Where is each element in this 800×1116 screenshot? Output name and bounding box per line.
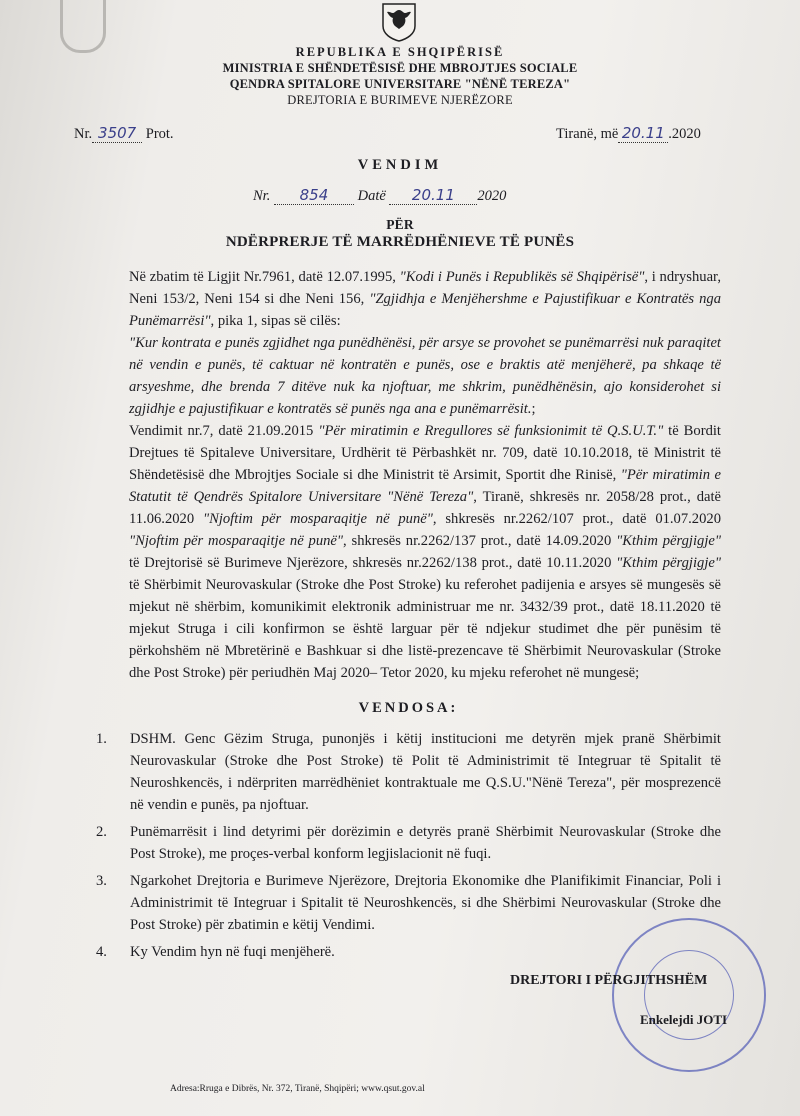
list-item [96,821,721,865]
body-text: të Bordit Drejtues të Spitaleve Universitare, Urdhërit të Përbashkët nr. 709, datë 10.10.2018, të Ministrit të Shëndetësisë dhe Mbrojtjes Sociale si dhe Ministrit të Arsimit, Sportit dhe Rinisë, [129,423,721,483]
body-text: të Shërbimit Neurovaskular (Stroke dhe Post Stroke) ku referohet padijenia e arsyes së mungesës së mjekut në shërbim, komunikimit elektronik administruar me nr. 3432/39 prot., datë 18.11.2020 të mjekut Struga i cili konfirmon se është larguar për të ndjekur studimet dhe për punësim të përkohshëm në Mbretërinë e Bashkuar si dhe listë-prezencave të Shërbimit Neurovaskular (Stroke dhe Post Stroke) për periudhën Maj 2020– Tetor 2020, ku mjeku referohet në mungesë; [129,577,721,681]
item-number: 2. [96,824,107,840]
italic-citation: "Kthim përgjigje" [616,533,721,549]
body-paragraph [129,420,721,684]
footer-address: Adresa:Rruga e Dibrës, Nr. 372, Tiranë, Shqipëri; www.qsut.gov.al [170,1084,425,1094]
body-text: , i ndryshuar, Neni 153/2, Neni 154 si dhe Neni 156, [129,269,721,307]
place-label: Tiranë, më [556,126,619,142]
italic-citation: "Për miratimin e Rregullores së funksionimit të Q.S.U.T." [318,423,664,439]
body-text: , shkresës nr.2262/107 prot., datë 01.07.2020 [432,511,721,527]
decision-number [253,186,506,205]
item-number: 3. [96,873,107,889]
decision-year: 2020 [477,188,507,204]
place-date [556,124,701,143]
body-text: ; [531,401,536,417]
header-ministry: MINISTRIA E SHËNDETËSISË DHE MBROJTJES SOCIALE [222,61,578,75]
signature-title: DREJTORI I PËRGJITHSHËM [510,973,708,988]
body-text: , Tiranë, shkresës nr. 2058/28 prot., datë 11.06.2020 [129,489,722,527]
decision-items [96,728,721,963]
decision-content [96,266,728,1029]
italic-citation: "Kodi i Punës i Republikës së Shqipërisë" [399,269,645,285]
decision-date-value: 20.11 [389,186,477,205]
body-text: , pika 1, sipas së cilës: [210,313,341,329]
list-item [96,870,721,936]
decision-for: PËR [386,217,414,232]
item-number: 1. [96,731,107,747]
italic-citation: "Njoftim për mosparaqitje në punë" [129,533,344,549]
body-text: Vendimit nr.7, datë 21.09.2015 [129,423,319,439]
decides-heading: VENDOSA: [358,700,459,716]
italic-citation: "Njoftim për mosparaqitje në punë" [202,511,433,527]
decision-subject: NDËRPRERJE TË MARRËDHËNIEVE TË PUNËS [225,234,575,250]
header-republic: REPUBLIKA E SHQIPËRISË [295,45,505,59]
body-text: Në zbatim të Ligjit Nr.7961, datë 12.07.1995, [129,269,400,285]
body-text: , shkresës nr.2262/137 prot., datë 14.09.2020 [343,533,617,549]
item-number: 4. [96,944,107,960]
item-text: DSHM. Genc Gëzim Struga, punonjës i këtij institucioni me detyrën mjek pranë Shërbimit Neurovaskular (Stroke dhe Post Stroke) të Polit të Administrimit të Integruar të Spitalit të Neuroshkencës, i ndërpriten marrëdhëniet kontraktuale me Q.S.U."Nënë Tereza", për mosprezencë në vendin e punës, pa njoftuar. [130,731,721,813]
nr-label: Nr. [74,126,93,142]
decision-nr-label: Nr. [253,188,271,204]
signatory-name: Enkelejdi JOTI [640,1012,728,1027]
list-item [96,728,721,816]
item-text: Punëmarrësit i lind detyrimi për dorëzimin e detyrës pranë Shërbimit Neurovaskular (Stroke dhe Post Stroke), me proçes-verbal konform legjislacionit në fuqi. [130,824,721,862]
italic-citation: "Kur kontrata e punës zgjidhet nga punëdhënësi, për arsye se provohet se punëmarrësi nuk paraqitet në vendin e punës, të caktuar në kontratën e punës, ose e braktis atë menjëherë, pa shkaqe të arsyeshme, dhe brenda 7 ditëve nuk ka njoftuar, me shkrim, punëdhënësin, ajo konsiderohet si zgjidhje e pajustifikuar e kontratës së punës nga ana e punëmarrësit. [129,335,721,417]
body-text: të Drejtorisë së Burimeve Njerëzore, shkresës nr.2262/138 prot., datë 10.11.2020 [129,555,617,571]
date-value: 20.11 [618,124,668,143]
italic-citation: "Zgjidhja e Menjëhershme e Pajustifikuar e Kontratës nga Punëmarrësi" [129,291,721,329]
protocol-number [74,124,174,143]
header-directorate: DREJTORIA E BURIMEVE NJERËZORE [287,93,513,107]
decision-title: VENDIM [357,157,443,173]
year: .2020 [668,126,701,142]
decision-nr-value: 854 [274,186,354,205]
body-paragraph [129,266,721,332]
list-item [96,941,721,963]
item-text: Ngarkohet Drejtoria e Burimeve Njerëzore, Drejtoria Ekonomike dhe Planifikimit Financiar, Poli i Administrimit të Integruar i Spitalit të Neuroshkencës, si dhe Shërbimi Neurovaskular (Stroke dhe Post Stroke) për zbatimin e këtij Vendimi. [130,873,721,933]
albanian-emblem-icon [381,2,417,42]
decision-body [129,266,721,684]
body-paragraph [129,332,721,420]
prot-label: Prot. [145,126,174,142]
decision-date-label: Datë [357,188,386,204]
header-center: QENDRA SPITALORE UNIVERSITARE "NËNË TEREZA" [229,77,571,91]
item-text: Ky Vendim hyn në fuqi menjëherë. [130,944,335,960]
italic-citation: "Kthim përgjigje" [616,555,721,571]
nr-value: 3507 [92,124,142,143]
italic-citation: "Për miratimin e Statutit të Qendrës Spitalore Universitare "Nënë Tereza" [129,467,721,505]
